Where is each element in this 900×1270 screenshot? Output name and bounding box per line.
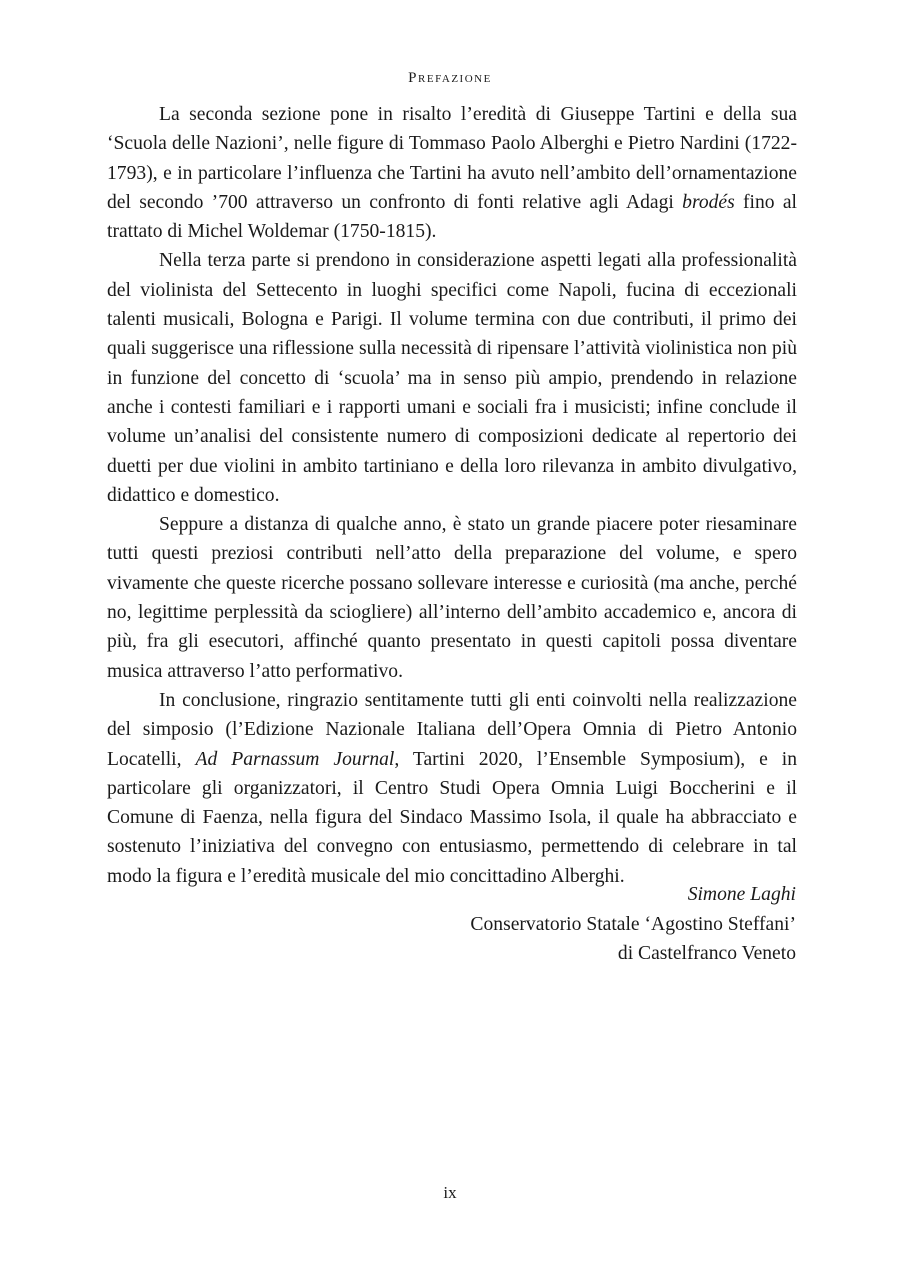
paragraph-4-text-a: In conclusione, ringrazio sentitamente tutti gli enti coinvolti nella realizzazione del simposio (l’Edizione Nazionale Italiana dell’Opera Omnia di Pietro Antonio Locatelli, xyxy=(107,689,797,770)
author-name: Simone Laghi xyxy=(687,884,796,905)
paragraph-1-text-b: fino al trattato di Michel Woldemar (1750-1815). xyxy=(107,191,797,243)
paragraph-1 xyxy=(107,100,797,246)
paragraph-4 xyxy=(107,686,797,891)
paragraph-1-italic: brodés xyxy=(682,191,735,213)
preface-body xyxy=(107,100,797,891)
affiliation-line-2: di Castelfranco Veneto xyxy=(617,943,796,964)
paragraph-2: Nella terza parte si prendono in considerazione aspetti legati alla professionalità del violinista del Settecento in luoghi specifici come Napoli, fucina di eccezionali talenti musicali, Bologna e Parigi. Il volume termina con due contributi, il primo dei quali suggerisce una riflessione sulla necessità di ripensare l’attività violinistica non più in funzione del concetto di ‘scuola’ ma in senso più ampio, prendendo in relazione anche i contesti familiari e i rapporti umani e sociali fra i musicisti; infine conclude il volume un’analisi del consistente numero di composizioni dedicate al repertorio dei duetti per due violini in ambito tartiniano e della loro rilevanza in ambito divulgativo, didattico e domestico. xyxy=(107,250,797,506)
signature-block xyxy=(470,880,796,969)
paragraph-3: Seppure a distanza di qualche anno, è stato un grande piacere poter riesaminare tutti questi preziosi contributi nell’atto della preparazione del volume, e spero vivamente che queste ricerche possano sollevare interesse e curiosità (ma anche, perché no, legittime perplessità da sciogliere) all’interno dell’ambito accademico e, ancora di più, fra gli esecutori, affinché quanto presentato in questi capitoli possa diventare musica attraverso l’atto performativo. xyxy=(107,514,797,682)
paragraph-4-italic: Ad Parnassum Journal xyxy=(195,748,395,770)
running-head: Prefazione xyxy=(408,70,492,86)
paragraph-4-text-b: , Tartini 2020, l’Ensemble Symposium), e in particolare gli organizzatori, il Centro Studi Opera Omnia Luigi Boccherini e il Comune di Faenza, nella figura del Sindaco Massimo Isola, il quale ha abbracciato e sostenuto l’iniziativa del convegno con entusiasmo, permettendo di celebrare in tal modo la figura e l’eredità musicale del mio concittadino Alberghi. xyxy=(107,748,797,887)
paragraph-1-text-a: La seconda sezione pone in risalto l’eredità di Giuseppe Tartini e della sua ‘Scuola delle Nazioni’, nelle figure di Tommaso Paolo Alberghi e Pietro Nardini (1722-1793), e in particolare l’influenza che Tartini ha avuto nell’ambito dell’ornamentazione del secondo ’700 attraverso un confronto di fonti relative agli Adagi xyxy=(107,104,797,213)
page-number: ix xyxy=(443,1183,457,1202)
affiliation-line-1: Conservatorio Statale ‘Agostino Steffani’ xyxy=(470,913,796,935)
